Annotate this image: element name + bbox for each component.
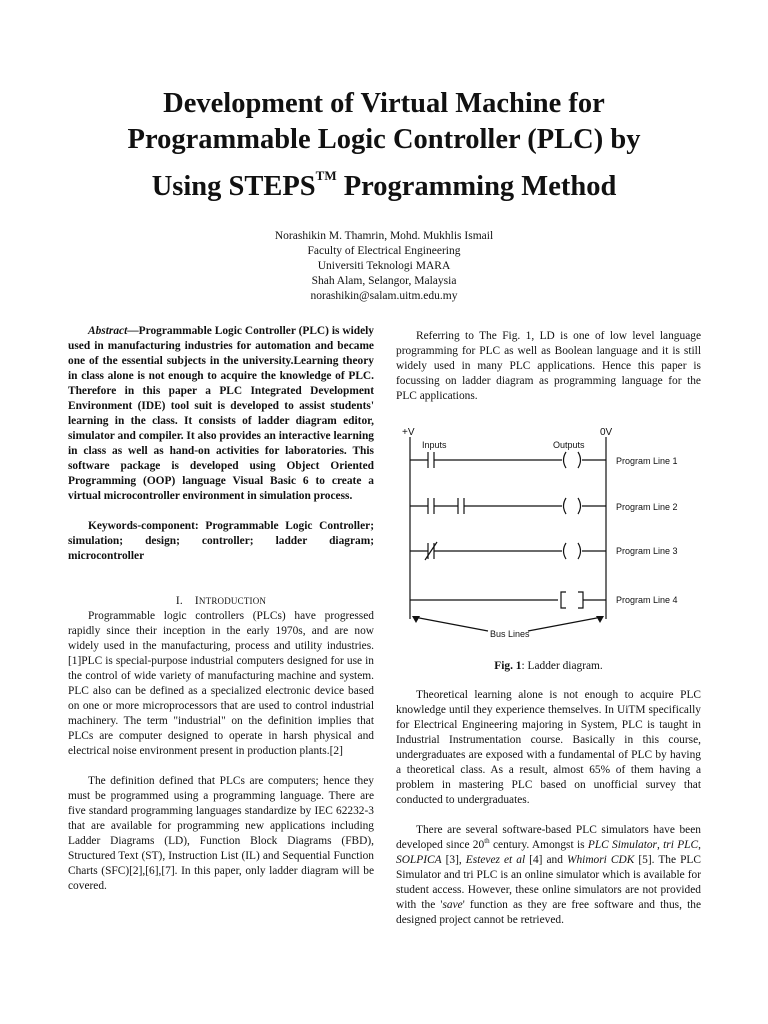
figure-caption [396, 659, 701, 674]
p3-text-h: ' function as they are free software and thus, the designed project cannot be retrieved. [396, 899, 701, 926]
right-column [396, 329, 701, 404]
left-column [68, 324, 374, 894]
intro-paragraph-2: The definition defined that PLCs are computers; hence they must be programmed using a programming language. There are five standard programming languages standardize by IEC 62232-3 that are available for programming new applications including Ladder Diagrams (LD), Function Block Diagrams (FBD), Structured Text (ST), Instruction List (IL) and Sequential Function Charts (SFC)[2],[6],[7]. In this paper, only ladder diagram will be covered. [68, 775, 374, 892]
p3-save: save [442, 899, 463, 911]
p3-tri-plc: tri PLC [663, 839, 699, 851]
abstract-lead: Abstract [88, 325, 128, 337]
program-line-1-label: Program Line 1 [616, 456, 678, 466]
author-faculty: Faculty of Electrical Engineering [307, 245, 461, 257]
ladder-diagram [400, 423, 700, 647]
trademark-mark: TM [315, 168, 337, 183]
right-paragraph-3 [396, 823, 701, 928]
author-names: Norashikin M. Thamrin, Mohd. Mukhlis Ismail [274, 230, 494, 242]
section-heading-introduction [68, 594, 374, 609]
intro-paragraph-1: Programmable logic controllers (PLCs) have progressed rapidly since their inception in the early 1970s, and are now widely used in the manufacturing, process and utility industries.[1]PLC is special-purpose industrial computers designed for use in the control of wide variety of manufacturing machine and system. PLC also can be defined as a specialized electronic device based on one or more microprocessors that are used to control industrial machinery. The term "industrial" on the definition implies that PLCs are computer designed to operate in harsh physical and electrical noise environment present in production plants.[2] [68, 610, 374, 757]
keywords: Keywords-component: Programmable Logic Controller; simulation; design; controller; ladder diagram; microcontroller [68, 520, 374, 562]
program-line-4-label: Program Line 4 [616, 595, 678, 605]
p3-text-d: , [698, 839, 701, 851]
ladder-diagram-figure [400, 423, 700, 647]
p3-text-f: [4] and [525, 854, 567, 866]
section-title-rest: NTRODUCTION [198, 596, 267, 606]
rung-2 [410, 498, 606, 514]
right-column-lower [396, 688, 701, 928]
title-line-2: Programmable Logic Controller (PLC) by [127, 124, 641, 155]
abstract-text: Programmable Logic Controller (PLC) is widely used in manufacturing industries for automation and became one of the essential subjects in the university.Learning theory in class alone is not enough to acquire the knowledge of PLC. Therefore in this paper a PLC Integrated Development Environment (IDE) tool suit is developed to assist students' learning in the class. It consists of ladder diagram editor, simulator and compiler. It also provides an interactive learning in class as well as hand-on activities for laboratories. This software package is developed using Object Oriented Programming (OOP) language Visual Basic 6 to create a virtual microcontroller environment in simulation process. [68, 325, 374, 502]
inputs-label: Inputs [422, 440, 447, 450]
rung-3 [410, 542, 606, 560]
right-paragraph-2: Theoretical learning alone is not enough to acquire PLC knowledge until they experience themselves. In UiTM specifically for Electrical Engineering majoring in System, PLC is taught in Industrial Instrumentation course. Basically in this course, undergraduates are exposed with a fundamental of PLC by having a theoretical class. As a result, almost 65% of them having a problem in mastering PLC based on unofficial survey that conducted to undergraduates. [396, 689, 701, 806]
p3-superscript: th [484, 837, 490, 846]
caption-label: Fig. 1 [494, 660, 522, 672]
program-line-3-label: Program Line 3 [616, 546, 678, 556]
abstract-dash: — [127, 325, 139, 337]
p3-text-c: , [656, 839, 664, 851]
author-email[interactable]: norashikin@salam.uitm.edu.my [310, 290, 458, 302]
bus-lines-label: Bus Lines [490, 629, 530, 639]
abstract [68, 324, 374, 504]
p3-text-b: century. Amongst is [489, 839, 588, 851]
p3-estevez: Estevez et al [465, 854, 526, 866]
p3-text-a: There are several software-based PLC simulators have been developed since 20 [396, 824, 701, 851]
paper-title [60, 86, 708, 205]
p3-text-e: [3], [441, 854, 466, 866]
title-line-3a: Using STEPS [151, 171, 316, 202]
p3-whimori: Whimori CDK [566, 854, 635, 866]
rung-1 [410, 452, 606, 468]
section-number: I. [175, 595, 183, 607]
p3-text-g: [5]. The PLC Simulator and tri PLC is an online simulator which is available for student access. However, these online simulators are not provided with the ' [396, 854, 701, 911]
zero-v-label: 0V [600, 427, 613, 438]
right-paragraph-1: Referring to The Fig. 1, LD is one of low level language programming for PLC as well as Boolean language and it is still widely used in many PLC applications. Hence this paper is focussing on ladder diagram as programming language for the PLC applications. [396, 330, 701, 402]
p3-solpica: SOLPICA [396, 854, 442, 866]
title-line-1: Development of Virtual Machine for [163, 88, 605, 119]
caption-text: : Ladder diagram. [521, 660, 603, 672]
section-first-letter: I [194, 595, 199, 607]
author-block [184, 229, 584, 304]
program-line-2-label: Program Line 2 [616, 502, 678, 512]
p3-plc-simulator: PLC Simulator [587, 839, 657, 851]
title-line-3b: Programming Method [336, 171, 617, 202]
outputs-label: Outputs [553, 440, 585, 450]
rung-4 [410, 592, 606, 608]
plus-v-label: +V [402, 427, 415, 438]
author-location: Shah Alam, Selangor, Malaysia [311, 275, 457, 287]
author-university: Universiti Teknologi MARA [317, 260, 451, 272]
